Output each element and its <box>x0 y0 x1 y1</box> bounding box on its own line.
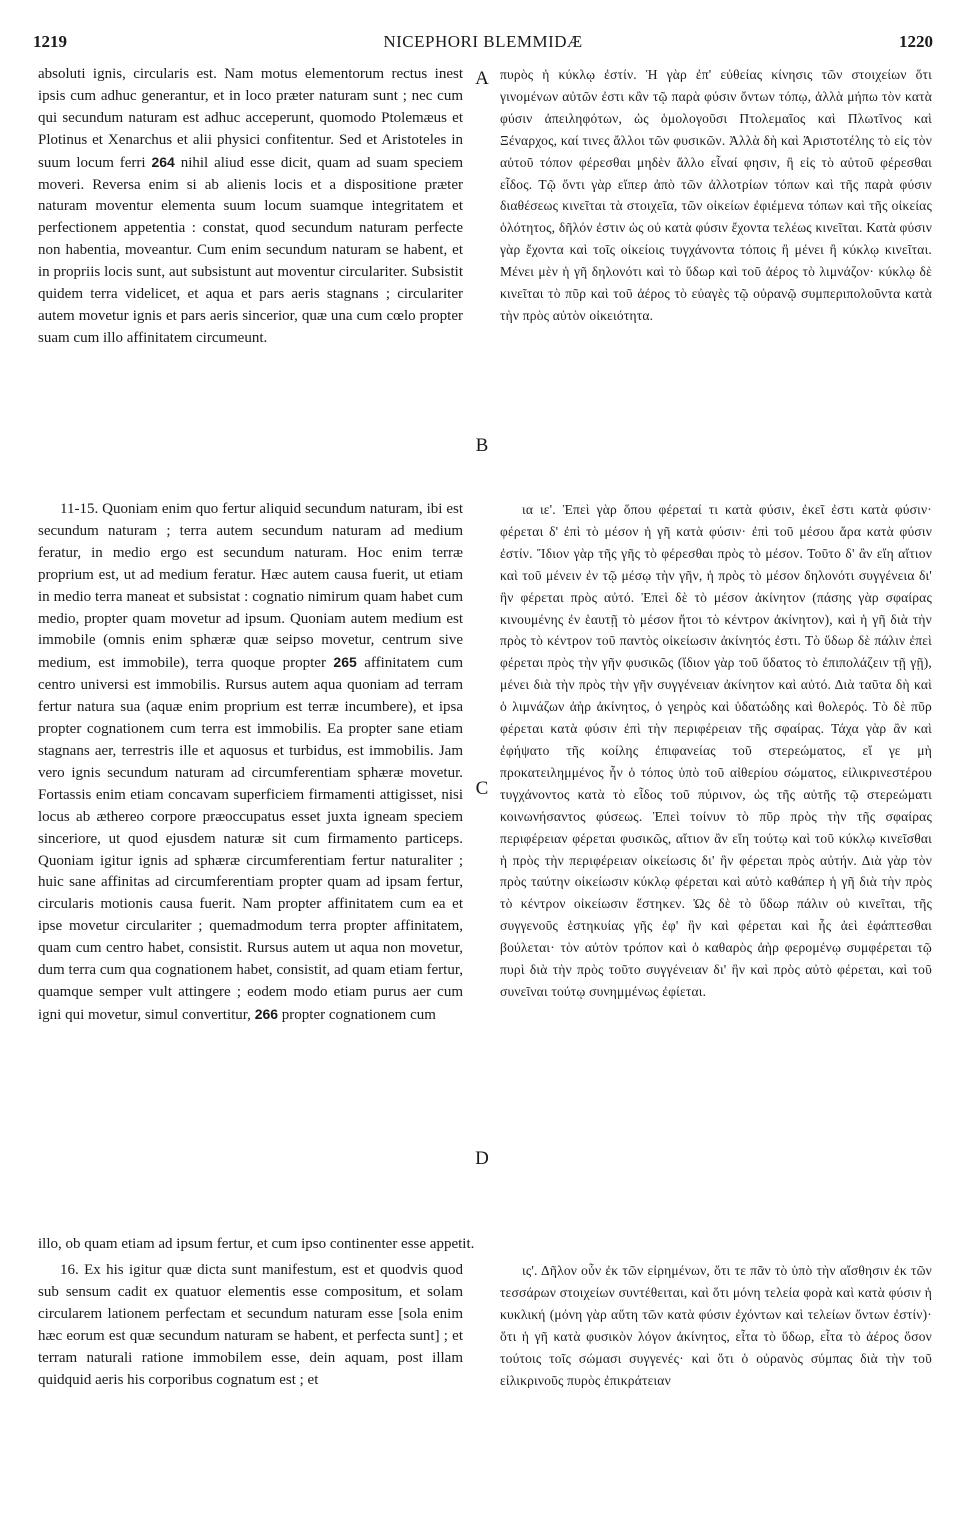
latin-paragraph: 16. Ex his igitur quæ dicta sunt manifestum, est et quodvis quod sub sensum cadit ex quatuor elementis esse compositum, et solam circularem lationem perfectam et secundum naturam esse [sola enim hæc eorum est quæ secundum naturam se habent, et perfecta sunt] ; et terram naturali ratione immobilem esse, dein aquam, post illam quidquid aeris his corporibus cognatum est ; et <box>38 1262 463 1388</box>
latin-column-section-3 <box>38 1260 463 1391</box>
latin-column-section-1 <box>38 64 463 350</box>
column-number-right: 1220 <box>899 32 933 51</box>
margin-letter-d: D <box>475 1148 489 1169</box>
greek-paragraph: ια ιε'. Ἐπεὶ γὰρ ὅπου φέρεταί τι κατὰ φύσιν, ἐκεῖ ἐστι κατὰ φύσιν· φέρεται δ' ἐπὶ τὸ μέσον ἡ γῆ κατὰ φύσιν· ἐπὶ τοῦ μέσου ἄρα κατὰ φύσιν ἐστίν. Ἴδιον γὰρ τῆς γῆς τὸ φέρεσθαι πρὸς τὸ μέσον. Τοῦτο δ' ἂν εἴη αἴτιον καὶ τοῦ μένειν ἐν τῷ μέσῳ τὴν γῆν, ἡ πρὸς τὸ μέσον δηλονότι συγγένεια δι' ἣν φέρεται πρὸς αὐτό. Ἐπεὶ δὲ τὸ μέσον ἀκίνητον (πάσης γὰρ σφαίρας κινουμένης ἐν ἑαυτῇ τὸ μέσον ἤτοι τὸ κέντρον ἀκίνητον), καὶ ἡ γῆ διὰ τὴν πρὸς τὸ κέντρον τοῦ παντὸς οἰκείωσιν ἀκίνητός ἐστι. Τὸ ὕδωρ δὲ πάλιν ἐπεὶ φέρεται πρὸς τὴν γῆν φυσικῶς (ἴδιον γὰρ τοῦ ὕδατος τὸ ἐπιπολάζειν τῇ γῇ), μένει διὰ τὴν πρὸς τὴν γῆν συγγένειαν ἀκίνητον καὶ αὐτό. Διὰ ταῦτα δὴ καὶ ὁ λιμνάζων ἀὴρ ἀκίνητος, ὁ γεηρὸς καὶ ὑδατώδης καὶ θολερός. Τὸ δὲ πῦρ φέρεται κατὰ φύσιν ἐπὶ τὴν περιφέρειαν τῆς σφαίρας. Τάχα γὰρ ἂν καὶ ἐφήψατο τῆς κοίλης ἐπιφανείας τοῦ στερεώματος, εἴ γε μὴ προκατειλημμένος ἦν ὁ τόπος ὑπὸ τοῦ αἰθερίου σώματος, εἰλικρινεστέρου τυγχάνοντος κατὰ τὸ εἶδος τοῦ πύρινον, ὡς τῆς αὐτῆς τῷ στερεώματι κοινωνήσαντος φύσεως. Ἐπεὶ τοίνυν τὸ πῦρ πρὸς τὴν τῆς σφαίρας περιφέρειαν φέρεται φυσικῶς, αἴτιον ἂν εἴη τούτῳ καὶ τοῦ κύκλῳ κινεῖσθαι ἡ πρὸς τὴν περιφέρειαν οἰκείωσις δι' ἣν φέρεται πρὸς αὐτήν. Διὰ γὰρ τὸν πρὸς ταύτην οἰκείωσιν κύκλῳ φέρεται καὶ αὐτὸ καθάπερ ἡ γῆ διὰ τὴν πρὸς τὸ κέντρον οἰκείωσιν ἕστηκεν. Ὡς δὲ τὸ ὕδωρ πάλιν οὐ κινεῖται, τῆς συγγενοῦς ἑστηκυίας γῆς ἐφ' ἣν καὶ φέρεται καὶ ἧς ἀεὶ ἐφάπτεσθαι βούλεται· τὸν αὐτὸν τρόπον καὶ ὁ καθαρὸς ἀὴρ φερομένῳ συμφέρεται τῷ πυρὶ διὰ τὴν πρὸς τοῦτο συγγένειαν δι' ἣν καὶ πρὸς αὐτὸ φέρεται, καὶ τοῦ συνεῖναι τούτῳ συνημμένως ἐφίεται. <box>500 502 932 999</box>
latin-text: affinitatem cum centro universi est immobilis. Rursus autem aqua quoniam ad terram fertur natura sua (aquæ enim proprium est terræ incumbere), et ipsa propter cognationem cum terra est immobilis. Ea propter sane etiam stagnans aer, terrestris ille et aquosus et turbidus, est immobilis. Jam vero ignis secundum naturam ad circumferentiam sphæræ movetur. Fortassis enim etiam concavam superficiem firmamenti attigisset, nisi locus ab æthereo corpore præoccupatus esset juxta igneam speciem sinceriore, ut quod ejusdem naturæ sit cum firmamento particeps. Quoniam igitur ignis ad sphæræ circumferentiam fertur naturaliter ; huic sane affinitas ad circumferentiam propter quam ad ipsam fertur, circularis motionis causa fuerit. Nam propter affinitatem cum ea et ipse movetur circulariter ; quemadmodum terra propter affinitatem, quam cum centro habet, consistit. Rursus autem ut aqua non movetur, dum terra cum qua cognationem habet, consistit, ad quam etiam fertur, quamque semper vult attingere ; eodem modo etiam purus aer cum igni qui movetur, simul convertitur, <box>38 655 464 1023</box>
margin-letter-a: A <box>475 68 489 89</box>
running-title: NICEPHORI BLEMMIDÆ <box>383 32 583 51</box>
margin-letter-c: C <box>475 778 489 799</box>
greek-column-section-3 <box>500 1260 932 1391</box>
latin-column-section-2 <box>38 499 463 1027</box>
column-number-left: 1219 <box>33 32 67 51</box>
latin-text: 11-15. Quoniam enim quo fertur aliquid secundum naturam, ibi est secundum naturam ; terra autem secundum naturam ad medium feratur, in medio ergo est secundum naturam. Hoc enim terræ proprium est, ut ad medium feratur. Hæc autem causa fuerit, ut etiam in medio terra maneat et subsistat : cognatio nimirum quam habet cum medio, propter quam movetur ad ipsum. Quoniam autem medium est immobile (omnis enim sphæræ quæ seipso movetur, centrum sive medium, est immobile), terra quoque propter <box>38 501 463 672</box>
latin-text: absoluti ignis, circularis est. Nam motus elementorum rectus inest ipsis cum adhuc generantur, et in loco præter naturam sunt ; nec cum qui secundum naturam est adhuc acceperunt, quomodo Ptolemæus et Plotinus et Xenarchus et alii physici confitentur. Sed et Aristoteles in suum locum ferri <box>38 66 463 171</box>
latin-paragraph <box>38 64 463 350</box>
latin-text: propter cognationem cum <box>281 1006 436 1023</box>
migne-column-marker: 265 <box>333 654 357 671</box>
latin-text: nihil aliud esse dicit, quam ad suam speciem moveri. Reversa enim si ab alienis locis et a dispositione præter naturam moventur elementa suum locum suamque integritatem et perfectionem appetentia : constat, quod secundum naturam perfecte non habentia, moveantur. Cum enim secundum naturam se habent, et in propriis locis sunt, aut subsistunt aut moventur circulariter. Subsistit quidem terra videlicet, et aqua et pars aeris stagnans ; circulariter autem movetur ignis et pars aeris sincerior, quæ una cum cœlo propter suam cum illo affinitatem circumeunt. <box>38 154 464 346</box>
latin-bridge-line: illo, ob quam etiam ad ipsum fertur, et cum ipso continenter esse appetit. <box>38 1236 475 1252</box>
greek-paragraph: πυρὸς ἡ κύκλῳ ἐστίν. Ἡ γὰρ ἐπ' εὐθείας κίνησις τῶν στοιχείων ὅτι γινομένων αὐτῶν ἐστι κἂν τῷ παρὰ φύσιν ὄντων τόπῳ, ἀλλὰ μήπω τὸν κατὰ φύσιν ἀπειληφότων, ὡς ὁμολογοῦσι Πτολεμαῖος καὶ Πλωτῖνος καὶ Ξέναρχος, καί τινες ἄλλοι τῶν φυσικῶν. Ἀλλὰ δὴ καὶ Ἀριστοτέλης τὸ εἰς τὸν αὐτοῦ τόπον φέρεσθαι μηδὲν ἄλλο εἶναί φησιν, ἢ εἰς τὸ αὐτοῦ φέρεσθαι εἶδος. Τῷ ὄντι γὰρ εἴπερ ἀπὸ τῶν ἀλλοτρίων τόπων καὶ τῆς παρὰ φύσιν διαθέσεως κινεῖται τὰ στοιχεῖα, τῶν οἰκείων ἐφιέμενα τόπων καὶ τῆς οἰκείας ὁλότητος, δῆλόν ἐστιν ὡς οὐ κατὰ φύσιν ἔχοντα τελέως κινεῖται. Κατὰ φύσιν γὰρ ἔχοντα καὶ τοῖς οἰκείοις τυγχάνοντα τόποις ἢ μένει ἢ κύκλῳ κινεῖται. Μένει μὲν ἡ γῆ δηλονότι καὶ τὸ ὕδωρ καὶ τοῦ ἀέρος τὸ λιμνάζον· κύκλῳ δὲ κινεῖται τὸ πῦρ καὶ τοῦ ἀέρος τὸ εὐαγὲς τῷ οὐρανῷ συμπεριπολοῦντα κατὰ τὴν πρὸς αὐτὸν οἰκειότητα. <box>500 67 932 323</box>
margin-letter-b: B <box>475 435 489 456</box>
migne-column-marker: 266 <box>254 1005 279 1022</box>
greek-paragraph: ις'. Δῆλον οὖν ἐκ τῶν εἰρημένων, ὅτι τε πᾶν τὸ ὑπὸ τὴν αἴσθησιν ἐκ τῶν τεσσάρων στοιχείων συντέθειται, καὶ ὅτι μόνη τελεία φορὰ καὶ κατὰ φύσιν ἡ κυκλική (μόνη γὰρ αὕτη τῶν κατὰ φύσιν ἐχόντων καὶ τελείων ὄντων ἐστίν)· ὅτι ἡ γῆ κατὰ φυσικὸν λόγον ἀκίνητος, εἶτα τὸ ὕδωρ, εἶτα τὸ ἀέρος ὅσον τούτοις τοῖς σώμασι συγγενές· καὶ ὅτι ὁ οὐρανὸς σύμπας διὰ τὴν τοῦ εἰλικρινοῦς πυρὸς ἐπικράτειαν <box>500 1263 932 1388</box>
running-header <box>33 32 933 56</box>
migne-column-marker: 264 <box>151 153 175 170</box>
latin-paragraph <box>38 499 463 1027</box>
greek-column-section-1 <box>500 64 932 327</box>
greek-column-section-2 <box>500 499 932 1003</box>
